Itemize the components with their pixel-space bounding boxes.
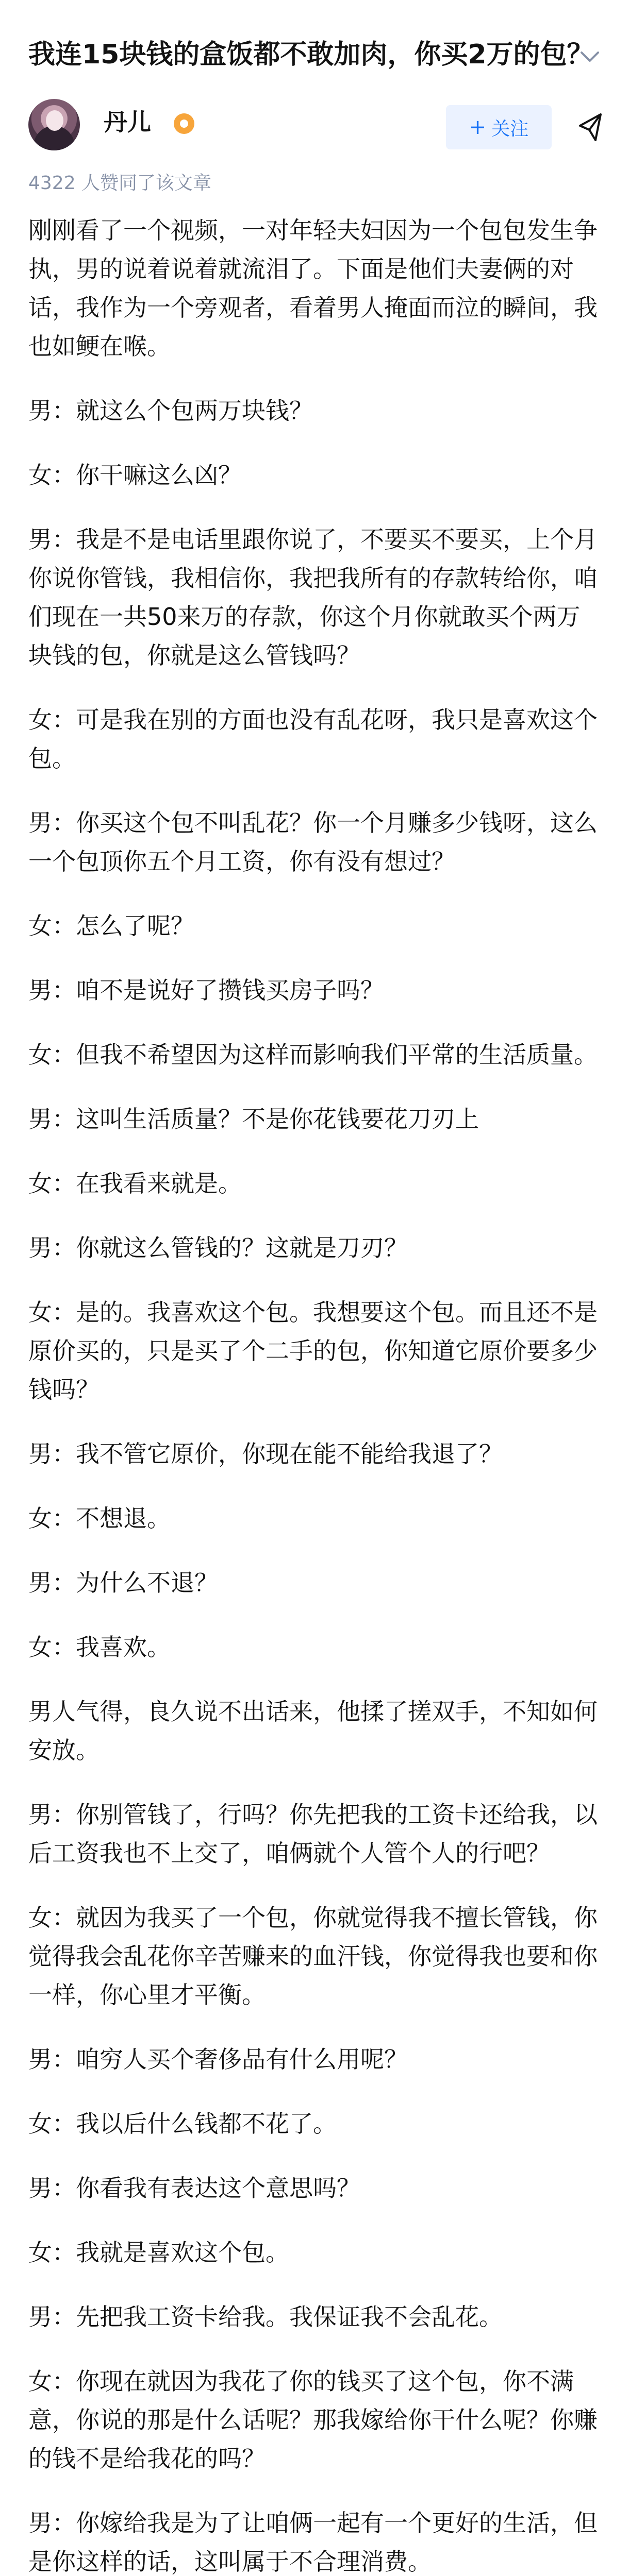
answer-paragraph: 男：你就这么管钱的？这就是刀刃？	[28, 1234, 408, 1262]
question-title[interactable]: 我连15块钱的盒饭都不敢加肉，你买2万的包？	[28, 39, 594, 70]
answer-paragraph: 男人气得，良久说不出话来，他揉了搓双手，不知如何安放。	[28, 1698, 598, 1764]
answer-paragraph: 男：为什么不退？	[28, 1569, 218, 1597]
answer-paragraph: 女：你干嘛这么凶？	[28, 461, 242, 489]
answer-paragraph: 女：怎么了呢？	[28, 912, 194, 940]
follow-button[interactable]	[446, 105, 552, 149]
avatar-face	[46, 110, 63, 131]
answer-paragraph: 女：但我不希望因为这样而影响我们平常的生活质量。	[28, 1041, 598, 1069]
author-name[interactable]: 丹儿	[104, 108, 151, 136]
answer-paragraph: 男：我是不是电话里跟你说了，不要买不要买，上个月你说你管钱，我相信你，我把我所有的存款转给你，咱们现在一共50来万的存款，你这个月你就敢买个两万块钱的包，你就是这么管钱吗？	[28, 526, 598, 669]
chevron-down-icon	[580, 49, 600, 64]
answer-paragraph: 女：我以后什么钱都不花了。	[28, 2110, 337, 2138]
answer-paragraph: 男：这叫生活质量？不是你花钱要花刀刃上	[28, 1105, 479, 1133]
answer-paragraph: 男：你嫁给我是为了让咱俩一起有一个更好的生活，但是你这样的话，这叫属于不合理消费。	[28, 2509, 598, 2575]
author-row	[28, 99, 603, 156]
answer-paragraph: 男：咱穷人买个奢侈品有什么用呢？	[28, 2045, 408, 2073]
answer-paragraph: 女：你现在就因为我花了你的钱买了这个包，你不满意，你说的那是什么话呢？那我嫁给你干什么呢？你赚的钱不是给我花的吗？	[28, 2367, 598, 2472]
answer-paragraph: 男：咱不是说好了攒钱买房子吗？	[28, 976, 384, 1004]
vip-badge-icon	[174, 113, 194, 134]
answer-paragraph: 女：在我看来就是。	[28, 1170, 242, 1197]
share-button[interactable]	[578, 112, 603, 142]
answer-paragraph: 男：你看我有表达这个意思吗？	[28, 2174, 360, 2202]
answer-paragraph: 女：不想退。	[28, 1504, 171, 1532]
answer-paragraph: 女：我喜欢。	[28, 1633, 171, 1661]
expand-button[interactable]	[576, 49, 603, 70]
answer-paragraph: 刚刚看了一个视频，一对年轻夫妇因为一个包包发生争执，男的说着说着就流泪了。下面是他们夫妻俩的对话，我作为一个旁观者，看着男人掩面而泣的瞬间，我也如鲠在喉。	[28, 216, 598, 360]
author-avatar[interactable]	[28, 99, 80, 150]
answer-paragraph: 女：可是我在别的方面也没有乱花呀，我只是喜欢这个包。	[28, 706, 598, 772]
paper-plane-icon	[578, 112, 603, 142]
answer-paragraph: 男：我不管它原价，你现在能不能给我退了？	[28, 1440, 503, 1468]
answer-paragraph: 女：我就是喜欢这个包。	[28, 2239, 289, 2266]
upvote-stats: 4322 人赞同了该文章	[28, 173, 212, 194]
answer-paragraph: 男：你别管钱了，行吗？你先把我的工资卡还给我，以后工资我也不上交了，咱俩就个人管个人的行吧？	[28, 1801, 598, 1867]
answer-paragraph: 女：是的。我喜欢这个包。我想要这个包。而且还不是原价买的，只是买了个二手的包，你知道它原价要多少钱吗？	[28, 1298, 598, 1403]
follow-label: 关注	[491, 118, 529, 140]
answer-paragraph: 男：就这么个包两万块钱？	[28, 397, 313, 425]
answer-paragraph: 男：你买这个包不叫乱花？你一个月赚多少钱呀，这么一个包顶你五个月工资，你有没有想过？	[28, 809, 598, 875]
answer-body	[28, 211, 603, 2576]
answer-paragraph: 男：先把我工资卡给我。我保证我不会乱花。	[28, 2303, 503, 2331]
answer-paragraph: 女：就因为我买了一个包，你就觉得我不擅长管钱，你觉得我会乱花你辛苦赚来的血汗钱，你觉得我也要和你一样，你心里才平衡。	[28, 1904, 598, 2009]
plus-icon: +	[469, 115, 487, 139]
